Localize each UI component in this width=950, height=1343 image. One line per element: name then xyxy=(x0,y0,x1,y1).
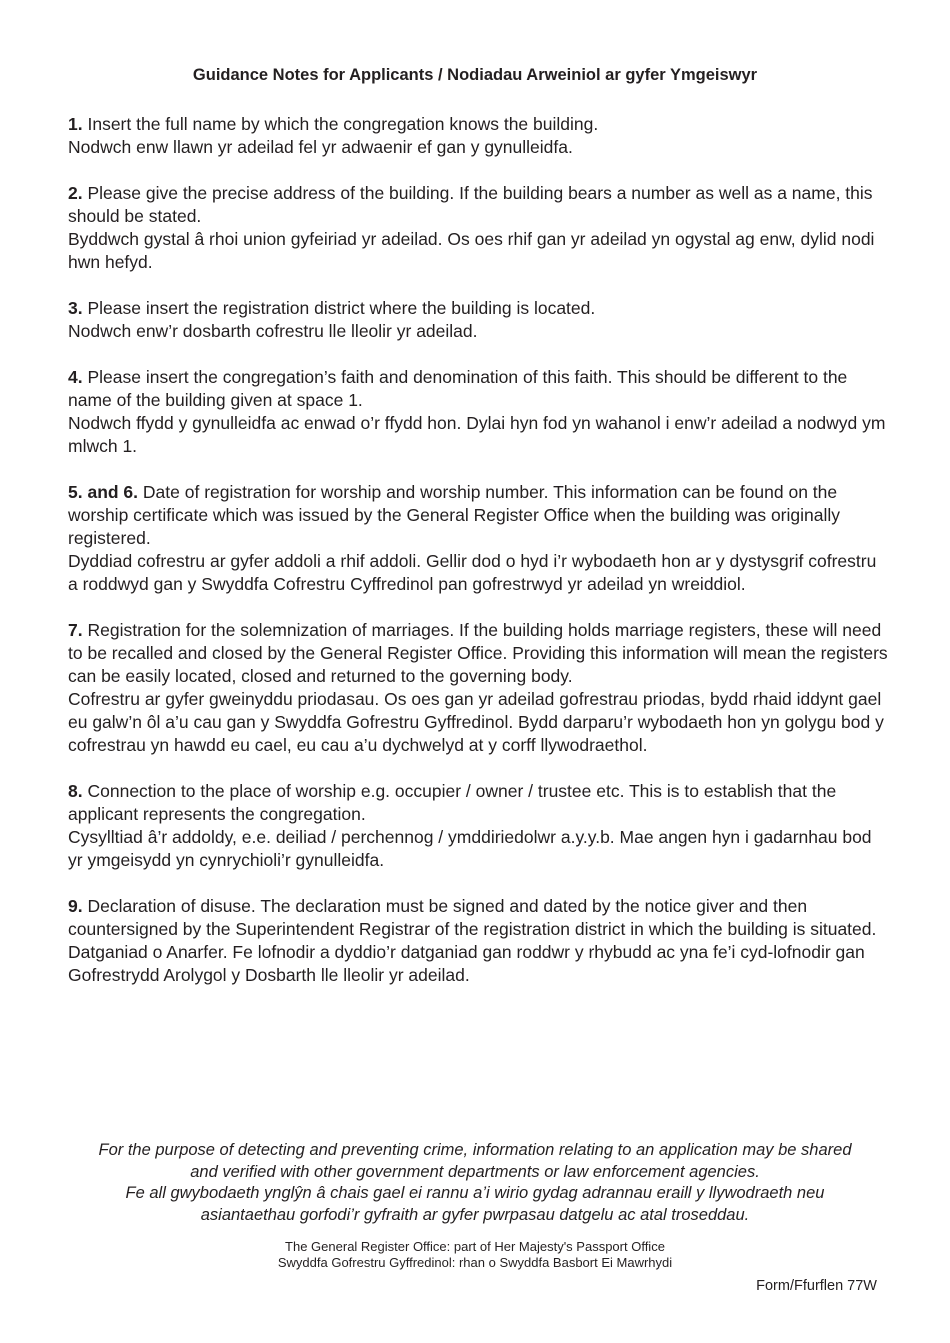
note-welsh-text: Cofrestru ar gyfer gweinyddu priodasau. Os oes gan yr adeilad gofrestrau priodas, bydd rhaid iddynt gael eu galw’n ôl a’u cau gan y Swyddfa Gofrestru Gyffredinol. Bydd darparu’r wybodaeth hon yn golygu bod y cofrestrau yn hawdd eu cael, eu cau a’u dychwelyd at y corff llywodraethol. xyxy=(68,689,884,755)
guidance-notes xyxy=(68,113,888,1010)
note-number: 3. xyxy=(68,298,83,318)
note-english xyxy=(68,780,888,826)
office-welsh: Swyddfa Gofrestru Gyffredinol: rhan o Swyddfa Basbort Ei Mawrhydi xyxy=(277,1255,673,1270)
note-english-text: Date of registration for worship and worship number. This information can be found on the worship certificate which was issued by the General Register Office when the building was originally registered. xyxy=(68,482,840,548)
note-english-text: Please insert the registration district where the building is located. xyxy=(87,298,596,318)
note-number: 5. and 6. xyxy=(68,482,139,502)
note-english-text: Please give the precise address of the building. If the building bears a number as well as a name, this should be stated. xyxy=(68,183,873,226)
note-5-and-6 xyxy=(68,481,888,596)
note-number: 2. xyxy=(68,183,83,203)
privacy-notice xyxy=(50,1140,900,1226)
form-code: Form/Ffurflen 77W xyxy=(756,1278,877,1294)
note-welsh-text: Nodwch enw’r dosbarth cofrestru lle lleolir yr adeilad. xyxy=(68,321,478,341)
note-welsh-text: Dyddiad cofrestru ar gyfer addoli a rhif addoli. Gellir dod o hyd i’r wybodaeth hon ar y dystysgrif cofrestru a roddwyd gan y Swyddfa Cofrestru Cyffredinol pan gofrestrwyd yr adeilad yn wreiddiol. xyxy=(68,551,877,594)
note-english-text: Connection to the place of worship e.g. occupier / owner / trustee etc. This is to establish that the applicant represents the congregation. xyxy=(68,781,837,824)
note-english xyxy=(68,366,888,412)
note-number: 1. xyxy=(68,114,83,134)
note-welsh-text: Byddwch gystal â rhoi union gyfeiriad yr adeilad. Os oes rhif gan yr adeilad yn ogystal ag enw, dylid nodi hwn hefyd. xyxy=(68,229,875,272)
privacy-welsh-line: Fe all gwybodaeth ynglŷn â chais gael ei rannu a’i wirio gydag adrannau eraill y llywodraeth neu xyxy=(125,1184,825,1202)
note-welsh-text: Nodwch ffydd y gynulleidfa ac enwad o’r ffydd hon. Dylai hyn fod yn wahanol i enw’r adeilad a nodwyd ym mlwch 1. xyxy=(68,413,886,456)
note-welsh-text: Datganiad o Anarfer. Fe lofnodir a dyddio’r datganiad gan roddwr y rhybudd ac yna fe’i cyd-lofnodir gan Gofrestrydd Arolygol y Dosbarth lle lleolir yr adeilad. xyxy=(68,942,865,985)
note-2 xyxy=(68,182,888,274)
note-number: 9. xyxy=(68,896,83,916)
note-welsh-text: Nodwch enw llawn yr adeilad fel yr adwaenir ef gan y gynulleidfa. xyxy=(68,137,573,157)
note-english-text: Declaration of disuse. The declaration must be signed and dated by the notice giver and then countersigned by the Superintendent Registrar of the registration district in which the building is situated. xyxy=(68,896,877,939)
office-footer xyxy=(0,1239,950,1271)
note-3 xyxy=(68,297,888,343)
office-english: The General Register Office: part of Her Majesty's Passport Office xyxy=(285,1239,665,1254)
note-english xyxy=(68,481,888,550)
page-title: Guidance Notes for Applicants / Nodiadau Arweiniol ar gyfer Ymgeiswyr xyxy=(192,66,758,84)
privacy-english-line: and verified with other government departments or law enforcement agencies. xyxy=(190,1162,760,1181)
note-number: 4. xyxy=(68,367,83,387)
note-9 xyxy=(68,895,888,987)
note-english xyxy=(68,113,888,136)
note-number: 7. xyxy=(68,620,83,640)
note-english xyxy=(68,895,888,941)
note-4 xyxy=(68,366,888,458)
note-8 xyxy=(68,780,888,872)
privacy-welsh-line: asiantaethau gorfodi’r gyfraith ar gyfer pwrpasau datgelu ac atal troseddau. xyxy=(200,1205,750,1224)
note-number: 8. xyxy=(68,781,83,801)
note-7 xyxy=(68,619,888,757)
note-english xyxy=(68,619,888,688)
privacy-english-line: For the purpose of detecting and preventing crime, information relating to an application may be shared xyxy=(98,1141,852,1159)
note-english-text: Insert the full name by which the congregation knows the building. xyxy=(87,114,599,134)
note-english-text: Registration for the solemnization of marriages. If the building holds marriage registers, these will need to be recalled and closed by the General Register Office. Providing this information will mean the registers can be easily located, closed and returned to the governing body. xyxy=(68,620,888,686)
note-english xyxy=(68,182,888,228)
note-welsh-text: Cysylltiad â’r addoldy, e.e. deiliad / perchennog / ymddiriedolwr a.y.y.b. Mae angen hyn i gadarnhau bod yr ymgeisydd yn cynrychioli’r gynulleidfa. xyxy=(68,827,872,870)
note-english xyxy=(68,297,888,320)
note-1 xyxy=(68,113,888,159)
note-english-text: Please insert the congregation’s faith and denomination of this faith. This should be different to the name of the building given at space 1. xyxy=(68,367,848,410)
